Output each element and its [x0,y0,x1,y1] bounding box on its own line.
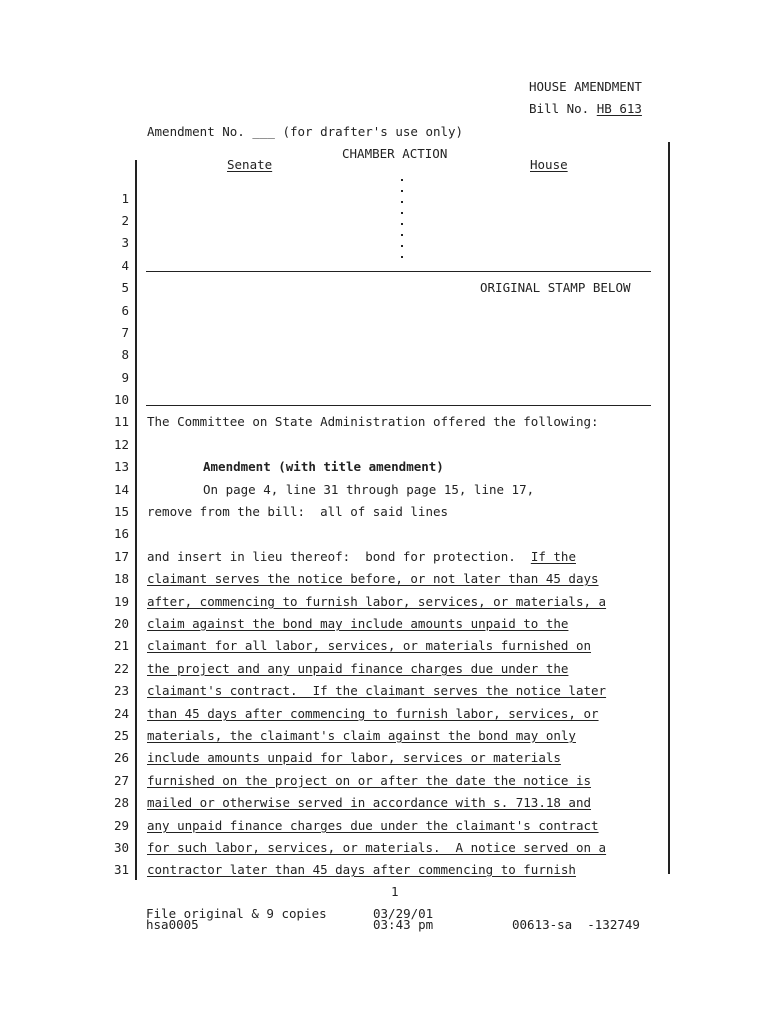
inserted-line-19: after, commencing to furnish labor, services, or materials, a [147,594,607,609]
line-number: 2 [121,213,129,228]
body-line-11: The Committee on State Administration offered the following: [147,414,599,429]
right-margin-rule [668,142,670,874]
inserted-line-31: contractor later than 45 days after commencing to furnish [147,862,576,877]
line-number: 5 [121,280,129,295]
footer-date: 03/29/01 [373,906,434,921]
chamber-action-label: CHAMBER ACTION [342,146,448,161]
page-number: 1 [391,884,399,899]
inserted-line-28: mailed or otherwise served in accordance with s. 713.18 and [147,795,592,810]
inserted-line-26: include amounts unpaid for labor, services or materials [147,750,561,765]
stamp-label: ORIGINAL STAMP BELOW [480,280,631,295]
footer-file-code: hsa0005 [146,917,199,932]
amendment-number: Amendment No. ___ (for drafter's use only) [147,124,464,139]
line-number: 25 [113,728,129,743]
line-number: 8 [121,347,129,362]
stamp-top-rule [146,271,651,272]
inserted-line-22: the project and any unpaid finance charges due under the [147,661,569,676]
body-line-17-inserted: If the [530,549,576,564]
line-number: 20 [113,616,129,631]
line-number: 3 [121,235,129,250]
body-line-15: remove from the bill: all of said lines [147,504,449,519]
inserted-line-18: claimant serves the notice before, or not later than 45 days [147,571,599,586]
inserted-line-25: materials, the claimant's claim against the bond may only [147,728,576,743]
line-number: 29 [113,818,129,833]
inserted-line-20: claim against the bond may include amounts unpaid to the [147,616,569,631]
bill-number: HB 613 [596,101,642,116]
inserted-line-24: than 45 days after commencing to furnish labor, services, or [147,706,599,721]
line-number: 7 [121,325,129,340]
line-number: 14 [113,482,129,497]
line-number: 17 [113,549,129,564]
senate-label: Senate [227,157,273,172]
line-number: 4 [121,258,129,273]
line-number: 12 [113,437,129,452]
left-margin-rule [135,160,137,880]
line-number: 1 [121,191,129,206]
inserted-line-29: any unpaid finance charges due under the claimant's contract [147,818,599,833]
inserted-line-30: for such labor, services, or materials. A notice served on a [147,840,607,855]
line-number: 10 [113,392,129,407]
line-number: 9 [121,370,129,385]
line-number: 21 [113,638,129,653]
amendment-title: HOUSE AMENDMENT [529,79,642,94]
body-line-14: On page 4, line 31 through page 15, line 17, [203,482,535,497]
body-line-17 [147,550,576,564]
stamp-bottom-rule [146,405,651,406]
house-label: House [530,157,568,172]
line-number: 6 [121,303,129,318]
line-number: 23 [113,683,129,698]
line-number: 13 [113,459,129,474]
inserted-line-27: furnished on the project on or after the date the notice is [147,773,592,788]
line-number: 22 [113,661,129,676]
amendment-heading: Amendment (with title amendment) [203,459,444,474]
footer-time: 03:43 pm [373,917,434,932]
line-number: 27 [113,773,129,788]
body-line-17-plain: and insert in lieu thereof: bond for protection. [147,549,531,564]
line-number: 30 [113,840,129,855]
line-number: 11 [113,414,129,429]
inserted-line-23: claimant's contract. If the claimant serves the notice later [147,683,607,698]
line-number: 31 [113,862,129,877]
bill-label: Bill No. [529,101,590,116]
line-number: 18 [113,571,129,586]
bill-number-line [529,102,642,116]
footer-doc-code: 00613-sa -132749 [512,917,640,932]
line-number: 19 [113,594,129,609]
line-number: 26 [113,750,129,765]
inserted-line-21: claimant for all labor, services, or materials furnished on [147,638,592,653]
line-number: 24 [113,706,129,721]
line-number: 16 [113,526,129,541]
line-number: 15 [113,504,129,519]
footer-file-copies: File original & 9 copies [146,906,327,921]
line-number: 28 [113,795,129,810]
